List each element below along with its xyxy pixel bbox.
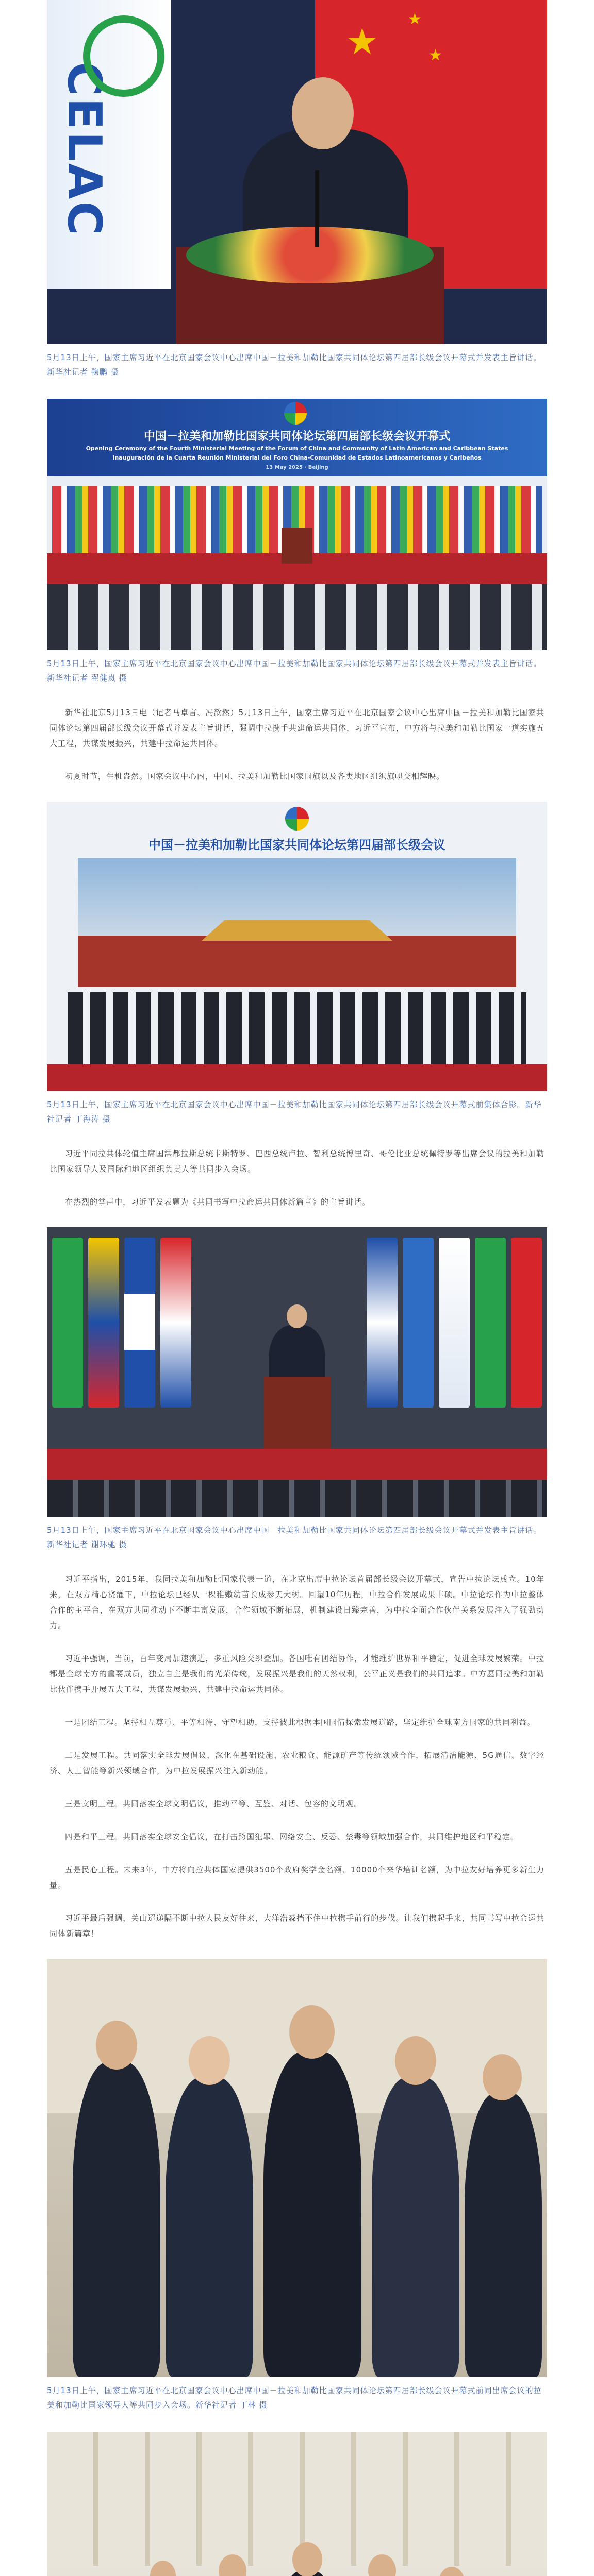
leader-head — [96, 2021, 137, 2070]
article-paragraph: 二是发展工程。共同落实全球发展倡议，深化在基础设施、农业粮食、能源矿产等传统领域合作，拓展清洁能源、5G通信、数字经济、人工智能等新兴领域合作，为中拉发展振兴注入新动能。 — [50, 1751, 544, 1775]
podium — [263, 1377, 331, 1449]
photo-flags-podium — [47, 1227, 547, 1517]
forum-logo-icon — [285, 807, 309, 831]
leader-figure — [166, 2077, 253, 2377]
flag — [88, 1238, 119, 1408]
article-paragraph: 习近平指出，2015年，我同拉美和加勒比国家代表一道，在北京出席中拉论坛首届部长级会议开幕式，宣告中拉论坛成立。10年来，在双方精心浇灌下，中拉论坛已经从一棵稚嫩幼苗长成参天大树。回望10年历程，中拉合作发展成果丰硕。中拉论坛作为中拉整体合作的主平台，在双方共同推动下不断丰富发展，合作领域不断拓展，机制建设日臻完善，为中拉全面合作伙伴关系发展注入了强劲动力。 — [50, 1574, 544, 1630]
photo-stage-wide — [47, 399, 547, 650]
leader-figure — [372, 2077, 459, 2377]
banner-title-cn: 中国－拉美和加勒比国家共同体论坛第四届部长级会议开幕式 — [143, 430, 450, 443]
hall-columns — [47, 2432, 547, 2566]
leader-head — [189, 2036, 230, 2085]
celac-logo-ring-icon — [83, 15, 164, 97]
flag — [439, 1238, 470, 1408]
article-paragraph: 五是民心工程。未来3年，中方将向拉共体国家提供3500个政府奖学金名额、10000个来华培训名额，为中拉友好培养更多新生力量。 — [50, 1865, 544, 1890]
flag-star-icon: ★ — [408, 10, 422, 28]
banner-title-en: Opening Ceremony of the Fourth Ministerial Meeting of the Forum of China and Community of Latin American and Caribbean States — [86, 445, 508, 452]
flag-star-icon: ★ — [346, 21, 378, 63]
microphone-icon — [315, 170, 319, 247]
article-paragraph: 一是团结工程。坚持相互尊重、平等相待、守望相助，支持彼此根据本国国情探索发展道路，坚定维护全球南方国家的共同利益。 — [65, 1718, 536, 1727]
flag — [475, 1238, 506, 1408]
photo-caption: 5月13日上午，国家主席习近平在北京国家会议中心出席中国－拉美和加勒比国家共同体论坛第四届部长级会议开幕式前集体合影。新华社记者 丁海涛 摄 — [47, 1100, 542, 1124]
article-paragraph: 三是文明工程。共同落实全球文明倡议，推动平等、互鉴、对话、包容的文明观。 — [65, 1799, 362, 1808]
audience-area — [47, 584, 547, 650]
article-paragraph: 习近平最后强调，关山迢递隔不断中拉人民友好往来，大洋浩淼挡不住中拉携手前行的步伐。让我们携起手来，共同书写中拉命运共同体新篇章！ — [50, 1913, 544, 1938]
stage-carpet — [47, 1064, 547, 1091]
speaker-head — [292, 77, 354, 149]
stage-banner — [47, 399, 547, 476]
article-paragraph: 新华社北京5月13日电（记者马卓言、冯歆然）5月13日上午，国家主席习近平在北京国家会议中心出席中国－拉美和加勒比国家共同体论坛第四届部长级会议开幕式并发表主旨讲话，强调中拉携手共建命运共同体，习近平宣布，中方将与拉美和加勒比国家一道实施五大工程，共谋发展振兴，共建中拉命运共同体。 — [50, 708, 545, 748]
audience-area — [47, 1480, 547, 1517]
banner-title-cn: 中国－拉美和加勒比国家共同体论坛第四届部长级会议 — [148, 838, 446, 852]
article-paragraph: 初夏时节，生机盎然。国家会议中心内，中国、拉美和加勒比国家国旗以及各类地区组织旗帜交相辉映。 — [65, 772, 445, 781]
leader-figure — [73, 2062, 160, 2377]
flower-arrangement — [186, 227, 434, 283]
speaker-head — [287, 1304, 307, 1328]
leader-head — [292, 2542, 322, 2576]
flag — [511, 1238, 542, 1408]
photo-group — [47, 802, 547, 1091]
flag — [367, 1238, 398, 1408]
banner-title-es: Inauguración de la Cuarta Reunión Ministerial del Foro China-Comunidad de Estados Latinoamericanos y Caribeños — [112, 454, 482, 461]
leader-head — [289, 2005, 335, 2059]
palace-roof — [202, 920, 392, 941]
leader-head — [439, 2567, 465, 2576]
photo-speech-closeup — [47, 0, 547, 344]
flag — [403, 1238, 434, 1408]
leader-head — [395, 2036, 436, 2085]
photo-caption: 5月13日上午，国家主席习近平在北京国家会议中心出席中国－拉美和加勒比国家共同体论坛第四届部长级会议开幕式并发表主旨讲话。新华社记者 翟健岚 摄 — [47, 659, 542, 683]
flag — [52, 1238, 83, 1408]
photo-leaders-walking — [47, 2432, 547, 2576]
celac-logo-letters: CELAC — [57, 62, 111, 238]
leader-figure — [263, 2052, 361, 2377]
article-page — [29, 0, 565, 2576]
forum-logo-icon — [284, 402, 307, 425]
photo-caption: 5月13日上午，国家主席习近平在北京国家会议中心出席中国－拉美和加勒比国家共同体论坛第四届部长级会议开幕式并发表主旨讲话。新华社记者 鞠鹏 摄 — [47, 353, 542, 377]
group-row — [68, 992, 526, 1064]
leader-figure — [465, 2093, 542, 2377]
article-paragraph: 在热烈的掌声中，习近平发表题为《共同书写中拉命运共同体新篇章》的主旨讲话。 — [65, 1197, 371, 1207]
flag — [160, 1238, 191, 1408]
photo-caption: 5月13日上午，国家主席习近平在北京国家会议中心出席中国－拉美和加勒比国家共同体论坛第四届部长级会议开幕式并发表主旨讲话。新华社记者 谢环驰 摄 — [47, 1526, 542, 1549]
banner-date: 13 May 2025 · Beijing — [266, 465, 328, 470]
podium — [282, 528, 312, 564]
article-paragraph: 习近平同拉共体轮值主席国洪都拉斯总统卡斯特罗、巴西总统卢拉、智利总统博里奇、哥伦比亚总统佩特罗等出席会议的拉美和加勒比国家领导人及国际和地区组织负责人等共同步入会场。 — [50, 1149, 544, 1174]
photo-leaders-closeup — [47, 1959, 547, 2377]
article-paragraph: 习近平强调，当前，百年变局加速演进，多重风险交织叠加。各国唯有团结协作，才能维护世界和平稳定，促进全球发展繁荣。中拉都是全球南方的重要成员，独立自主是我们的光荣传统，发展振兴是我们的天然权利，公平正义是我们的共同追求。中方愿同拉美和加勒比伙伴携手开展五大工程，共谋发展振兴，共建中拉命运共同体。 — [50, 1654, 545, 1694]
flag — [124, 1238, 155, 1408]
article-paragraph: 四是和平工程。共同落实全球安全倡议，在打击跨国犯罪、网络安全、反恐、禁毒等领域加强合作，共同维护地区和平稳定。 — [65, 1832, 519, 1841]
flag-star-icon: ★ — [428, 46, 442, 64]
leader-head — [483, 2054, 522, 2100]
photo-caption: 5月13日上午，国家主席习近平在北京国家会议中心出席中国－拉美和加勒比国家共同体论坛第四届部长级会议开幕式前同出席会议的拉美和加勒比国家领导人等共同步入会场。新华社记者 丁林 摄 — [47, 2386, 542, 2410]
stage-carpet — [47, 1449, 547, 1480]
